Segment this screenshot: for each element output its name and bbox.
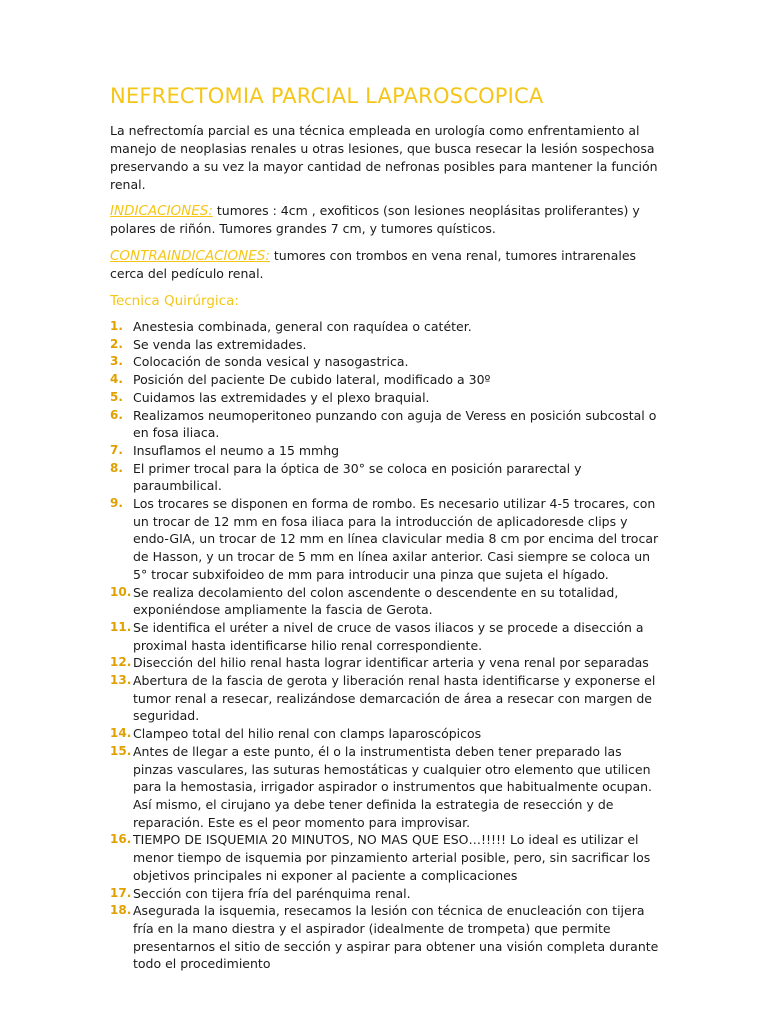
step-number: 16. <box>110 832 132 847</box>
step-text: Se venda las extremidades. <box>133 336 307 352</box>
step-number: 12. <box>110 655 132 670</box>
list-item <box>110 743 662 832</box>
list-item <box>110 725 662 743</box>
indicaciones-label: INDICACIONES: <box>110 203 213 219</box>
step-number: 15. <box>110 743 132 758</box>
list-item <box>110 902 662 973</box>
contraindicaciones-label: CONTRAINDICACIONES: <box>110 248 270 264</box>
document-title: NEFRECTOMIA PARCIAL LAPAROSCOPICA <box>110 84 544 108</box>
list-item <box>110 831 662 884</box>
steps-list <box>110 318 662 973</box>
step-text: Posición del paciente De cubido lateral, modificado a 30º <box>133 372 491 388</box>
step-text: Sección con tijera fría del parénquima renal. <box>133 885 411 901</box>
step-number: 3. <box>110 354 123 369</box>
contraindicaciones-paragraph <box>110 247 662 283</box>
indicaciones-text: tumores : 4cm , exofiticos (son lesiones neoplásitas proliferantes) y polares de riñón. Tumores grandes 7 cm, y tumores quísticos. <box>110 203 640 236</box>
step-text: Asegurada la isquemia, resecamos la lesión con técnica de enucleación con tijera fría en la mano diestra y el aspirador (idealmente de trompeta) que permite presentarnos el sitio de sección y aspirar para obtener una visión completa durante todo el procedimiento <box>133 903 659 972</box>
step-number: 14. <box>110 726 132 741</box>
list-item <box>110 371 662 389</box>
list-item <box>110 318 662 336</box>
step-text: Disección del hilio renal hasta lograr identificar arteria y vena renal por separadas <box>133 655 649 671</box>
step-text: Antes de llegar a este punto, él o la instrumentista deben tener preparado las pinzas vasculares, las suturas hemostáticas y cualquier otro elemento que utilicen para la hemostasia, irrigador aspirador o instrumentos que habitualmente ocupan. Así mismo, el cirujano ya debe tener definida la estrategia de resección y de reparación. Este es el peor momento para improvisar. <box>133 743 653 830</box>
step-text: Los trocares se disponen en forma de rombo. Es necesario utilizar 4-5 trocares, con un trocar de 12 mm en fosa iliaca para la introducción de aplicadoresde clips y endo-GIA, un trocar de 12 mm en línea clavicular media 8 cm por encima del trocar de Hasson, y un trocar de 5 mm en línea axilar anterior. Casi siempre se coloca un 5° trocar subxifoideo de mm para introducir una pinza que sujeta el hígado. <box>133 496 659 582</box>
step-text: Realizamos neumoperitoneo punzando con aguja de Veress en posición subcostal o en fosa iliaca. <box>133 407 657 441</box>
step-number: 18. <box>110 903 132 918</box>
step-number: 7. <box>110 442 123 457</box>
step-number: 9. <box>110 496 123 511</box>
step-number: 8. <box>110 460 123 475</box>
list-item <box>110 336 662 354</box>
list-item <box>110 885 662 903</box>
step-text: Se identifica el uréter a nivel de cruce de vasos iliacos y se procede a disección a proximal hasta identificarse hilio renal correspondiente. <box>133 619 644 653</box>
list-item <box>110 353 662 371</box>
step-number: 6. <box>110 407 123 422</box>
document-page <box>110 84 662 973</box>
step-number: 1. <box>110 319 123 333</box>
step-text: Insuflamos el neumo a 15 mmhg <box>133 442 340 458</box>
list-item <box>110 495 662 584</box>
indicaciones-paragraph <box>110 202 662 238</box>
list-item <box>110 672 662 725</box>
list-item <box>110 584 662 619</box>
step-text: Se realiza decolamiento del colon ascendente o descendente en su totalidad, exponiéndose ampliamente la fascia de Gerota. <box>133 584 619 618</box>
step-number: 4. <box>110 372 123 387</box>
list-item <box>110 619 662 654</box>
list-item <box>110 442 662 460</box>
step-text: Anestesia combinada, general con raquídea o catéter. <box>133 319 472 334</box>
step-number: 10. <box>110 584 132 599</box>
step-text: El primer trocal para la óptica de 30° se coloca en posición pararectal y paraumbilical. <box>133 460 582 494</box>
step-number: 11. <box>110 619 132 634</box>
tecnica-heading: Tecnica Quirúrgica: <box>110 293 239 309</box>
intro-paragraph: La nefrectomía parcial es una técnica empleada en urología como enfrentamiento al manejo de neoplasias renales u otras lesiones, que busca resecar la lesión sospechosa preservando a su vez la mayor cantidad de nefronas posibles para mantener la función renal. <box>110 123 658 192</box>
step-number: 5. <box>110 389 123 404</box>
step-text: Colocación de sonda vesical y nasogastrica. <box>133 354 409 370</box>
step-text: Cuidamos las extremidades y el plexo braquial. <box>133 389 430 405</box>
contraindicaciones-text: tumores con trombos en vena renal, tumores intrarenales cerca del pedículo renal. <box>110 248 637 281</box>
step-text: Clampeo total del hilio renal con clamps laparoscópicos <box>133 726 482 742</box>
list-item <box>110 407 662 442</box>
step-number: 17. <box>110 885 132 900</box>
step-number: 2. <box>110 336 123 351</box>
list-item <box>110 460 662 495</box>
list-item <box>110 654 662 672</box>
step-number: 13. <box>110 673 132 688</box>
list-item <box>110 389 662 407</box>
step-text: Abertura de la fascia de gerota y liberación renal hasta identificarse y exponerse el tumor renal a resecar, realizándose demarcación de área a resecar con margen de seguridad. <box>133 673 656 724</box>
step-text: TIEMPO DE ISQUEMIA 20 MINUTOS, NO MAS QUE ESO…!!!!! Lo ideal es utilizar el menor tiempo de isquemia por pinzamiento arterial posible, pero, sin sacrificar los objetivos principales ni exponer al paciente a complicaciones <box>133 832 651 883</box>
